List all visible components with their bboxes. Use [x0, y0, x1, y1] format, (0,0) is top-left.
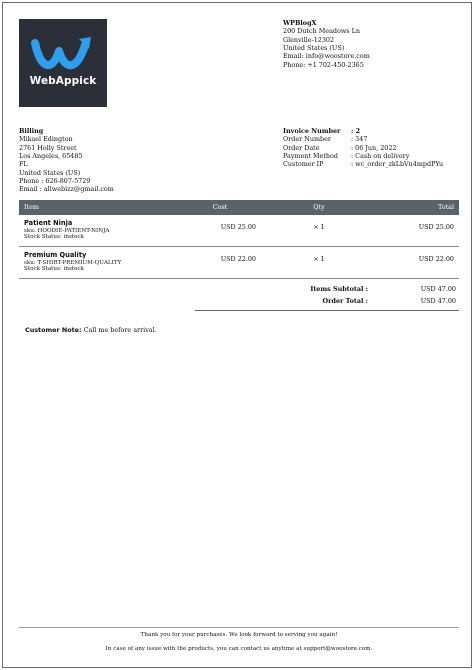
total-cell: USD 22.00	[377, 246, 459, 278]
logo-text: WebAppick	[29, 75, 97, 87]
info-row-order-date	[283, 144, 463, 152]
footer-support: In case of any issue with the products, you can contact us anytime at support@woostore.com.	[105, 646, 373, 653]
table-row	[19, 246, 459, 278]
product-sku: sku: HOODIE-PATIENT-NINJA	[24, 227, 110, 234]
product-stock: Stock Status: instock	[24, 234, 84, 241]
customer-note	[25, 326, 445, 334]
header-total: Total	[377, 200, 459, 215]
item-cell	[19, 215, 179, 246]
order-info	[283, 127, 463, 169]
info-key: Order Number	[283, 135, 331, 144]
billing-line: FL	[19, 160, 28, 169]
info-value: : wc_order_zkLbVn4mpdPYu	[351, 160, 444, 169]
info-key: Customer IP	[283, 160, 324, 169]
subtotal-value: USD 47.00	[420, 285, 456, 293]
total-cell: USD 25.00	[377, 215, 459, 246]
totals-table	[195, 284, 459, 311]
subtotal-label: Items Subtotal :	[310, 285, 368, 293]
items-table	[19, 200, 459, 279]
info-value: : 06 Jun, 2022	[351, 143, 397, 152]
product-sku: sku: T-SHIRT-PREMIUM-QUALITY	[24, 259, 122, 266]
product-name: Patient Ninja	[24, 219, 73, 227]
cost-cell: USD 22.00	[179, 246, 261, 278]
store-phone: Phone: +1 702-450-2365	[283, 60, 364, 69]
info-key: Invoice Number	[283, 127, 341, 135]
order-total-label: Order Total :	[195, 296, 371, 310]
header-item: Item	[19, 200, 179, 215]
info-value: : 2	[351, 127, 361, 135]
store-address-line: Glenville-12302	[283, 35, 335, 44]
customer-note-label: Customer Note:	[25, 326, 82, 334]
store-address-line: United States (US)	[283, 43, 345, 52]
header-qty: Qty	[261, 200, 377, 215]
info-key: Order Date	[283, 143, 320, 152]
store-email: Email: info@woostore.com	[283, 52, 370, 61]
info-row-payment-method	[283, 152, 463, 160]
footer-thanks: Thank you for your purchases. We look forward to serving you again!	[140, 632, 338, 638]
info-row-order-number	[283, 135, 463, 143]
items-header-row	[19, 200, 459, 215]
billing-phone: Phone : 626-807-5729	[19, 176, 91, 185]
info-key: Payment Method	[283, 151, 338, 160]
billing-line: United States (US)	[19, 168, 81, 177]
billing-line: Los Angeles, 65485	[19, 151, 83, 160]
billing-line: 2761 Holly Street	[19, 143, 77, 152]
table-row	[19, 215, 459, 246]
billing-email: Email : allwebizz@gmail.com	[19, 185, 114, 194]
billing-line: Mikael Edington	[19, 135, 73, 144]
cost-cell: USD 25.00	[179, 215, 261, 246]
header-cost: Cost	[179, 200, 261, 215]
billing-address	[19, 127, 219, 194]
invoice-footer	[19, 627, 459, 654]
order-total-value: USD 47.00	[371, 296, 459, 310]
customer-note-text: Call me before arrival.	[81, 326, 157, 334]
totals-row-order-total	[195, 296, 459, 310]
company-logo	[19, 19, 107, 107]
invoice-page	[2, 2, 472, 668]
wave-logo-icon	[31, 37, 95, 73]
info-row-invoice-number	[283, 127, 463, 135]
store-details	[283, 19, 463, 69]
store-address-line: 200 Dutch Meadows Ln	[283, 27, 360, 36]
qty-cell: × 1	[261, 215, 377, 246]
billing-heading: Billing	[19, 127, 44, 135]
info-row-customer-ip	[283, 160, 463, 168]
item-cell	[19, 246, 179, 278]
totals-row-subtotal	[195, 284, 459, 296]
qty-cell: × 1	[261, 246, 377, 278]
store-name: WPBlogX	[283, 19, 317, 27]
info-value: : Cash on delivery	[351, 151, 410, 160]
info-value: : 347	[351, 135, 368, 144]
product-stock: Stock Status: instock	[24, 266, 84, 273]
product-name: Premium Quality	[24, 250, 87, 259]
